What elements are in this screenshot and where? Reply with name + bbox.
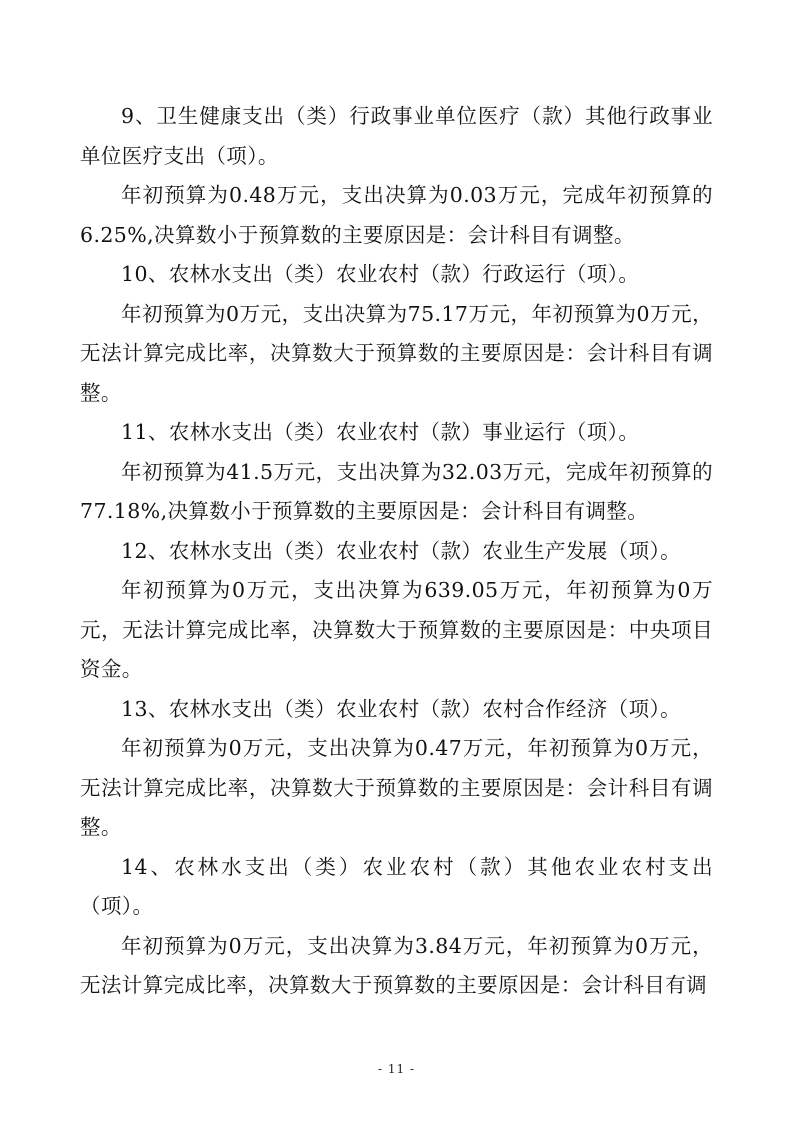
page-number: - 11 - [377, 1062, 415, 1076]
item-10-detail: 年初预算为0万元，支出决算为75.17万元，年初预算为0万元，无法计算完成比率，决算数大于预算数的主要原因是：会计科目有调整。 [80, 301, 713, 405]
item-13-detail: 年初预算为0万元，支出决算为0.47万元，年初预算为0万元，无法计算完成比率，决算数大于预算数的主要原因是：会计科目有调整。 [80, 736, 713, 839]
item-14-heading: 14、农林水支出（类）农业农村（款）其他农业农村支出（项）。 [80, 854, 713, 918]
item-10-heading: 10、农林水支出（类）农业农村（款）行政运行（项）。 [121, 262, 640, 286]
document-body [80, 97, 713, 1006]
item-9-heading: 9、卫生健康支出（类）行政事业单位医疗（款）其他行政事业单位医疗支出（项）。 [80, 104, 713, 168]
item-9-detail: 年初预算为0.48万元，支出决算为0.03万元，完成年初预算的6.25%,决算数小于预算数的主要原因是：会计科目有调整。 [80, 183, 713, 247]
item-11-detail: 年初预算为41.5万元，支出决算为32.03万元，完成年初预算的77.18%,决算数小于预算数的主要原因是：会计科目有调整。 [80, 459, 713, 523]
item-11-heading: 11、农林水支出（类）农业农村（款）事业运行（项）。 [121, 420, 640, 444]
item-14-detail: 年初预算为0万元，支出决算为3.84万元，年初预算为0万元，无法计算完成比率，决算数大于预算数的主要原因是：会计科目有调 [80, 933, 713, 997]
item-13-heading: 13、农林水支出（类）农业农村（款）农村合作经济（项）。 [121, 696, 682, 721]
item-12-heading: 12、农林水支出（类）农业农村（款）农业生产发展（项）。 [121, 538, 682, 563]
item-12-detail: 年初预算为0万元，支出决算为639.05万元，年初预算为0万元，无法计算完成比率，决算数大于预算数的主要原因是：中央项目资金。 [80, 578, 713, 681]
